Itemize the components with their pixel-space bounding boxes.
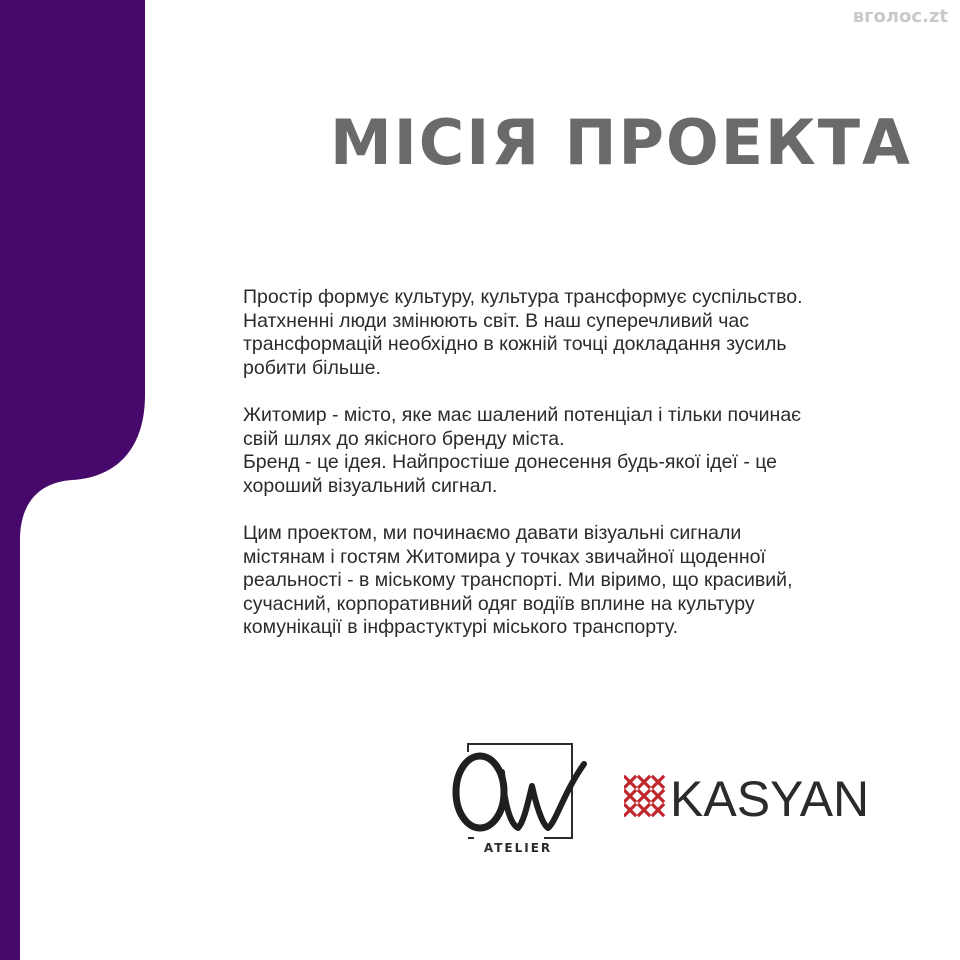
text-line: свій шлях до якісного бренду міста. <box>243 427 565 450</box>
site-watermark: вголос.zt <box>852 6 948 27</box>
kasyan-cross <box>625 777 635 787</box>
mission-text <box>243 286 933 664</box>
kasyan-logo <box>624 772 904 824</box>
kasyan-wordmark: KASYAN <box>670 772 870 824</box>
kasyan-cross <box>639 791 649 801</box>
text-line: сучасний, корпоративний одяг водіїв вплине на культуру <box>243 592 755 615</box>
text-line: реальності - в міському транспорті. Ми віримо, що красивий, <box>243 569 793 592</box>
kasyan-cross <box>639 777 649 787</box>
ow-atelier-logo <box>444 742 592 858</box>
text-line: Житомир - місто, яке має шалений потенціал і тільки починає <box>243 403 802 426</box>
kasyan-cross <box>625 791 635 801</box>
kasyan-cross <box>653 777 663 787</box>
text-line: містянам і гостям Житомира у точках звичайної щоденної <box>243 545 766 568</box>
kasyan-cross <box>639 805 649 815</box>
kasyan-cross <box>625 805 635 815</box>
kasyan-cross <box>653 805 663 815</box>
text-line: хороший візуальний сигнал. <box>243 474 498 497</box>
page-title: МІСІЯ ПРОЕКТА <box>330 106 913 179</box>
ow-atelier-caption: ATELIER <box>483 841 553 855</box>
text-line: робити більше. <box>243 356 381 379</box>
text-line: Натхненні люди змінюють світ. В наш суперечливий час <box>243 309 749 332</box>
paragraph-2 <box>243 404 933 498</box>
paragraph-3 <box>243 522 933 640</box>
paragraph-1 <box>243 286 933 380</box>
text-line: комунікації в інфрастуктурі міського транспорту. <box>243 616 679 639</box>
text-line: трансформацій необхідно в кожній точці докладання зусиль <box>243 333 787 356</box>
text-line: Бренд - це ідея. Найпростіше донесення будь-якої ідеї - це <box>243 451 778 474</box>
kasyan-cross-pattern <box>625 777 663 815</box>
kasyan-cross <box>653 791 663 801</box>
text-line: Простір формує культуру, культура трансформує суспільство. <box>243 286 803 308</box>
text-line: Цим проектом, ми починаємо давати візуальні сигнали <box>243 521 742 544</box>
